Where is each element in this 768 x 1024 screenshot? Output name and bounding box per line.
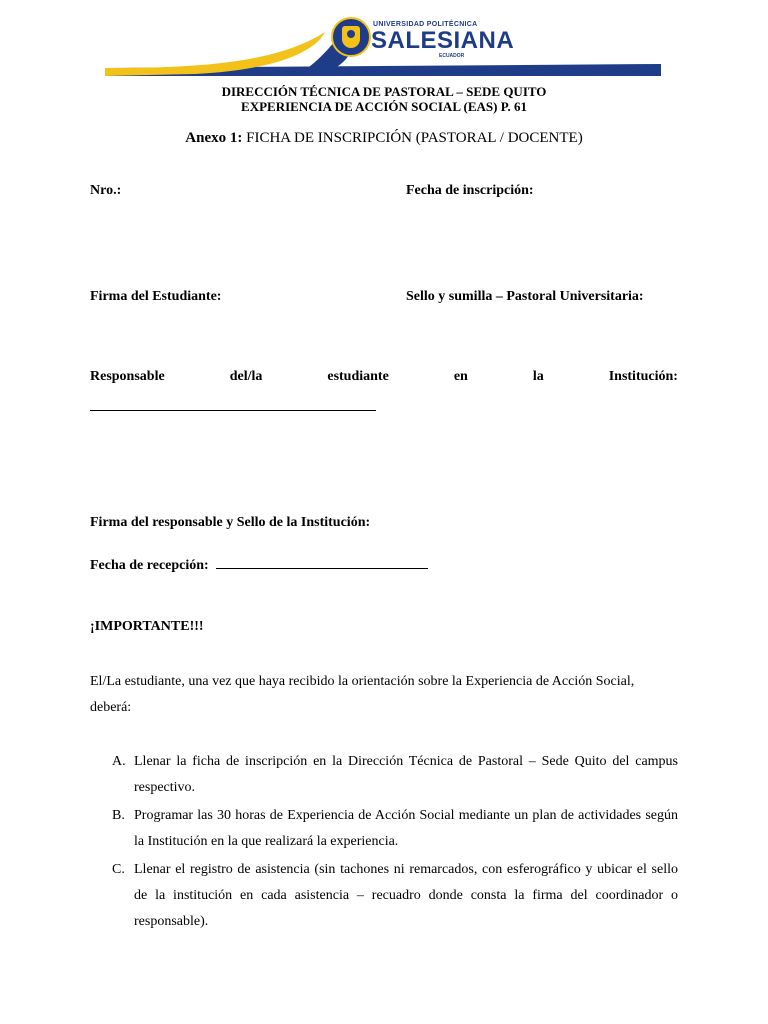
logo-bottom-text: ECUADOR bbox=[439, 53, 465, 59]
logo-top-text: UNIVERSIDAD POLITÉCNICA bbox=[373, 21, 478, 28]
intro-paragraph: El/La estudiante, una vez que haya recibido la orientación sobre la Experiencia de Acción Social, deberá: bbox=[90, 674, 635, 715]
responsable-word-4: en bbox=[453, 369, 468, 384]
responsable-word-6: Institución: bbox=[608, 369, 678, 384]
list-marker: C. bbox=[112, 862, 125, 877]
logo-main-text: SALESIANA bbox=[371, 27, 515, 54]
fecha-inscripcion-label: Fecha de inscripción: bbox=[406, 183, 534, 198]
title-rest: FICHA DE INSCRIPCIÓN (PASTORAL / DOCENTE) bbox=[242, 130, 583, 146]
header-line-1: DIRECCIÓN TÉCNICA DE PASTORAL – SEDE QUITO bbox=[221, 84, 547, 99]
fecha-recepcion-blank-line bbox=[216, 554, 428, 569]
responsable-word-1: Responsable bbox=[90, 369, 165, 384]
firma-estudiante-label: Firma del Estudiante: bbox=[90, 289, 222, 304]
list-marker: A. bbox=[112, 754, 126, 769]
logo-emblem-icon bbox=[331, 17, 371, 57]
firma-responsable-label: Firma del responsable y Sello de la Institución: bbox=[90, 515, 371, 530]
sello-sumilla-label: Sello y sumilla – Pastoral Universitaria: bbox=[406, 289, 644, 304]
header-banner bbox=[105, 12, 661, 82]
responsable-word-5: la bbox=[532, 369, 544, 384]
list-item bbox=[112, 803, 678, 855]
responsable-row bbox=[90, 369, 678, 385]
list-marker: B. bbox=[112, 808, 125, 823]
nro-label: Nro.: bbox=[90, 183, 122, 198]
fecha-recepcion-label: Fecha de recepción: bbox=[90, 558, 209, 573]
responsable-blank-line bbox=[90, 410, 376, 411]
importante-heading: ¡IMPORTANTE!!! bbox=[90, 619, 204, 634]
responsable-word-3: estudiante bbox=[327, 369, 389, 384]
list-item bbox=[112, 749, 678, 801]
list-text: Programar las 30 horas de Experiencia de Acción Social mediante un plan de actividades según la Institución en la que realizará la experiencia. bbox=[134, 808, 678, 849]
list-item bbox=[112, 857, 678, 935]
document-title bbox=[0, 130, 768, 147]
title-prefix: Anexo 1: bbox=[185, 130, 243, 146]
list-text: Llenar la ficha de inscripción en la Dirección Técnica de Pastoral – Sede Quito del campus respectivo. bbox=[134, 754, 678, 795]
responsable-word-2: del/la bbox=[229, 369, 263, 384]
header-line-2: EXPERIENCIA DE ACCIÓN SOCIAL (EAS) P. 61 bbox=[241, 99, 527, 114]
list-text: Llenar el registro de asistencia (sin tachones ni remarcados, con esferográfico y ubicar el sello de la institución en cada asistencia – recuadro donde consta la firma del coordinador o responsable). bbox=[134, 862, 678, 929]
fecha-recepcion-row bbox=[90, 554, 428, 574]
